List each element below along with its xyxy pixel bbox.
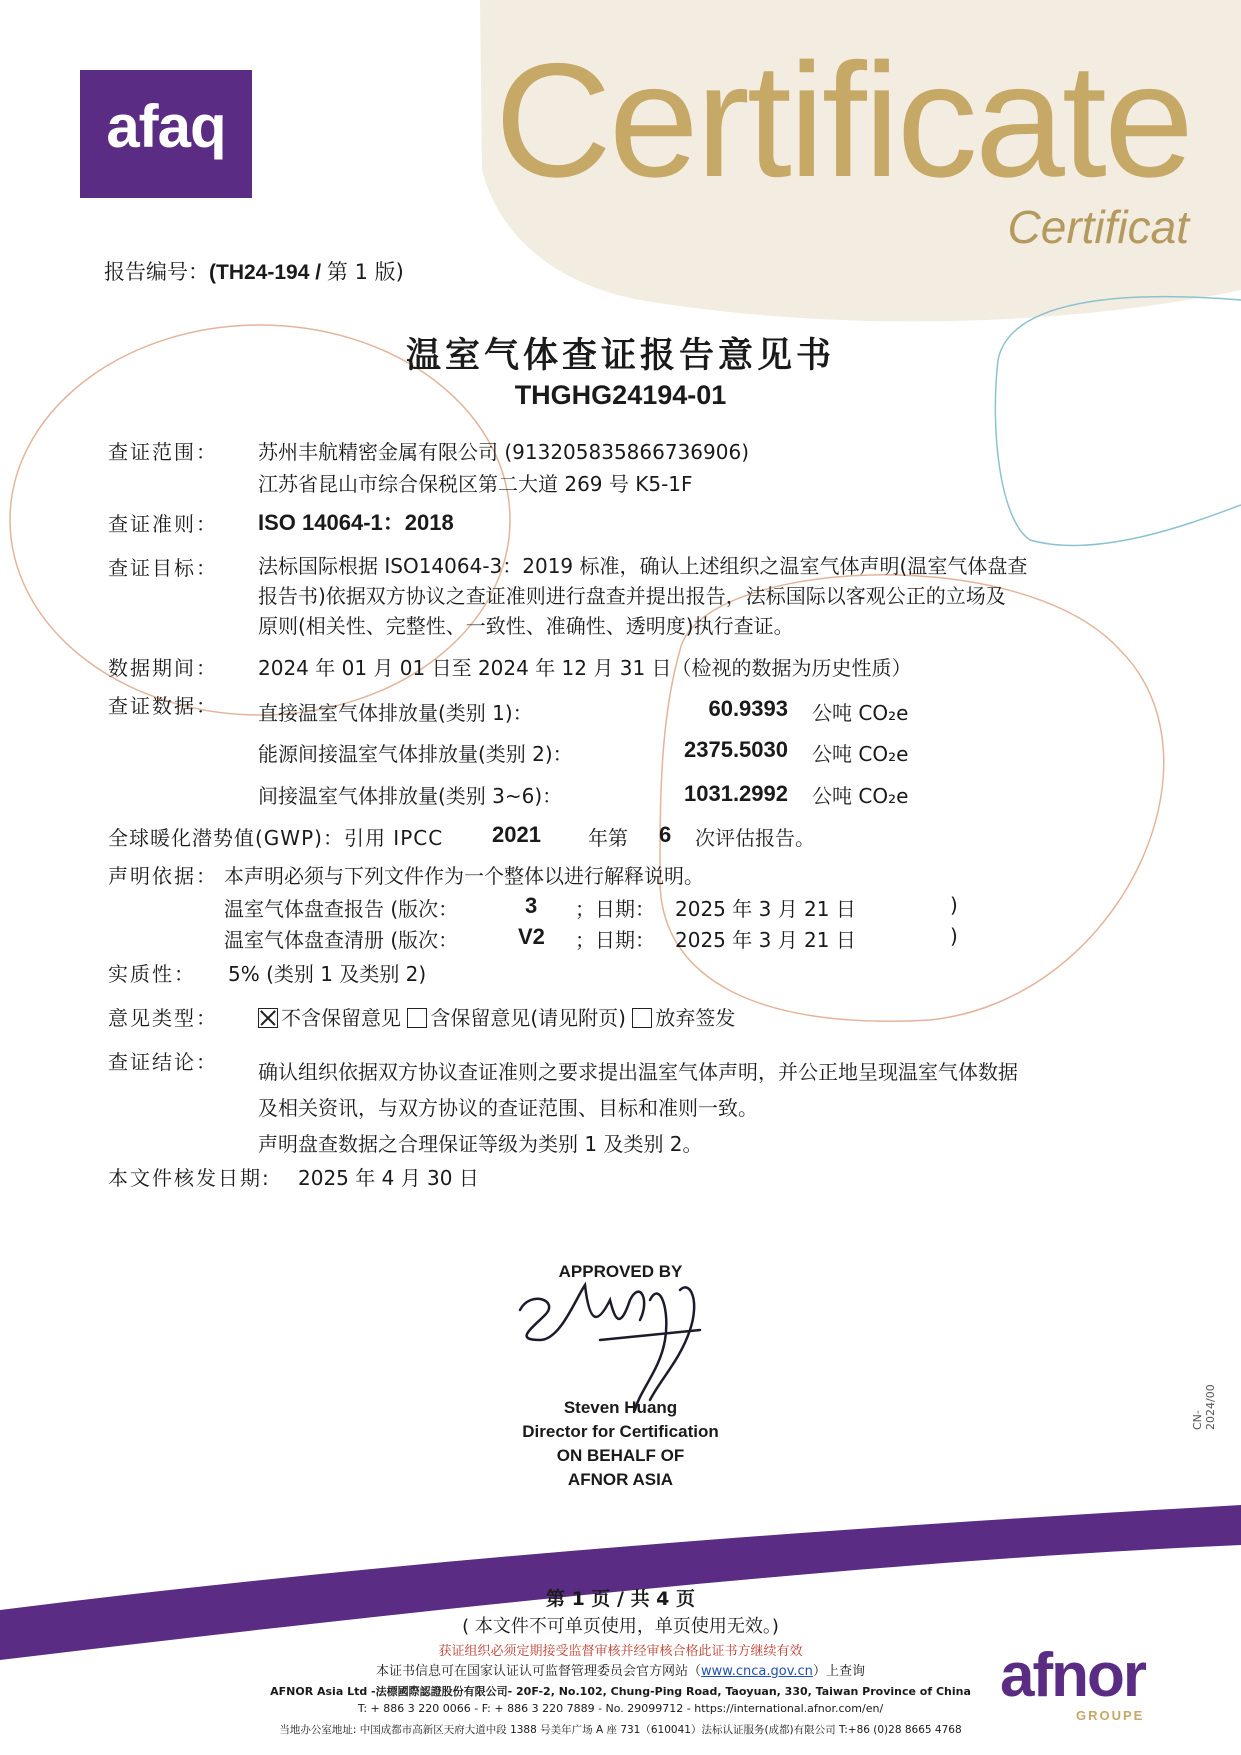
opinion-option-qualified[interactable]: 含保留意见(请见附页) bbox=[407, 1006, 626, 1030]
conclusion-line3: 声明盘查数据之合理保证等级为类别 1 及类别 2。 bbox=[258, 1132, 703, 1156]
data-row-1-value: 60.9393 bbox=[708, 696, 788, 721]
data-row-2-unit: 公吨 CO₂e bbox=[812, 742, 909, 766]
cnca-notice: 本证书信息可在国家认证认可监督管理委员会官方网站（www.cnca.gov.cn）上查询 bbox=[376, 1664, 865, 1679]
statement-text: 本声明必须与下列文件作为一个整体以进行解释说明。 bbox=[224, 864, 704, 888]
objective-label: 查证目标： bbox=[108, 556, 218, 580]
report-number bbox=[104, 256, 404, 286]
afnor-logo: afnor bbox=[1000, 1641, 1145, 1710]
opinion-option-unqualified[interactable]: 不含保留意见 bbox=[258, 1006, 401, 1030]
objective-line1: 法标国际根据 ISO14064-3：2019 标准，确认上述组织之温室气体声明(温室气体盘查 bbox=[258, 554, 1028, 578]
statement-label: 声明依据： bbox=[108, 864, 218, 888]
statement-doc-1-date: 2025 年 3 月 21 日 bbox=[675, 897, 856, 921]
data-row-1-unit: 公吨 CO₂e bbox=[812, 701, 909, 725]
statement-doc-2-date: 2025 年 3 月 21 日 bbox=[675, 928, 856, 952]
gwp-label: 全球暖化潜势值(GWP)：引用 IPCC bbox=[108, 826, 444, 850]
checked-checkbox-icon[interactable] bbox=[258, 1008, 278, 1028]
scope-label: 查证范围： bbox=[108, 440, 218, 464]
afnor-groupe: GROUPE bbox=[1076, 1708, 1145, 1723]
page-number: 第 1 页 / 共 4 页 bbox=[545, 1588, 696, 1610]
gwp-tail: 次评估报告。 bbox=[695, 826, 815, 850]
materiality-label: 实质性： bbox=[108, 962, 196, 986]
data-row-2-name: 能源间接温室气体排放量(类别 2)： bbox=[258, 742, 573, 766]
period-label: 数据期间： bbox=[108, 656, 218, 680]
data-row-1-name: 直接温室气体排放量(类别 1)： bbox=[258, 701, 533, 725]
page-subtitle: THGHG24194-01 bbox=[514, 380, 727, 410]
data-row-2-value: 2375.5030 bbox=[684, 737, 788, 762]
certificate-title-fr: Certificat bbox=[1007, 201, 1189, 253]
address-line-3: 当地办公室地址: 中国成都市高新区天府大道中段 1388 号美年广场 A 座 731（610041）法标认证服务(成都)有限公司 T:+86 (0)28 8665 4768 bbox=[279, 1724, 962, 1736]
criteria-value: ISO 14064-1：2018 bbox=[258, 510, 454, 535]
address-line-2: T: + 886 3 220 0066 - F: + 886 3 220 7889 - No. 29099712 - https://international.afnor.com/en/ bbox=[357, 1702, 884, 1715]
data-label: 查证数据： bbox=[108, 694, 218, 718]
data-row-3-value: 1031.2992 bbox=[684, 781, 788, 806]
statement-doc-1-close: ) bbox=[950, 893, 958, 917]
statement-doc-2-date-label: ；日期： bbox=[575, 928, 655, 952]
issue-date-label: 本文件核发日期: bbox=[108, 1166, 271, 1190]
page-title: 温室气体查证报告意见书 bbox=[405, 335, 835, 376]
page-notice: ( 本文件不可单页使用，单页使用无效。) bbox=[462, 1616, 779, 1637]
gwp-year: 2021 bbox=[492, 822, 541, 847]
opinion-option-waived[interactable]: 放弃签发 bbox=[632, 1006, 735, 1030]
certificate-title: Certificate bbox=[494, 30, 1191, 211]
report-number-value: (TH24-194 / bbox=[209, 261, 327, 284]
approved-by: APPROVED BY bbox=[558, 1262, 683, 1281]
gwp-round: 6 bbox=[659, 822, 672, 847]
report-number-label: 报告编号： bbox=[104, 260, 209, 284]
on-behalf-of: ON BEHALF OF bbox=[556, 1446, 685, 1465]
validity-warning: 获证组织必须定期接受监督审核并经审核合格此证书方继续有效 bbox=[438, 1644, 803, 1659]
statement-doc-1-name: 温室气体盘查报告 (版次： bbox=[224, 897, 459, 921]
scope-line1: 苏州丰航精密金属有限公司 (91320583586673690​6) bbox=[258, 440, 750, 464]
objective-line2: 报告书)依据双方协议之查证准则进行盘查并提出报告，法标国际以客观公正的立场及 bbox=[258, 584, 1006, 608]
approver-org: AFNOR ASIA bbox=[567, 1470, 674, 1489]
materiality-value: 5% (类别 1 及类别 2) bbox=[228, 962, 427, 986]
afaq-logo-text: afaq bbox=[106, 93, 226, 160]
statement-doc-2-close: ) bbox=[950, 924, 958, 948]
conclusion-line1: 确认组织依据双方协议查证准则之要求提出温室气体声明，并公正地呈现温室气体数据 bbox=[258, 1060, 1018, 1084]
conclusion-line2: 及相关资讯，与双方协议的查证范围、目标和准则一致。 bbox=[258, 1096, 758, 1120]
approver-position: Director for Certification bbox=[522, 1422, 719, 1441]
approver-name: Steven Huang bbox=[563, 1398, 678, 1417]
data-row-3-unit: 公吨 CO₂e bbox=[812, 784, 909, 808]
cnca-link[interactable]: www.cnca.gov.cn bbox=[701, 1664, 813, 1679]
scope-line2: 江苏省昆山市综合保税区第二大道 269 号 K5-1F bbox=[258, 472, 693, 496]
objective-line3: 原则(相关性、完整性、一致性、准确性、透明度)执行查证。 bbox=[258, 614, 794, 638]
statement-doc-1-date-label: ；日期： bbox=[575, 897, 655, 921]
checkbox-icon[interactable] bbox=[407, 1008, 427, 1028]
statement-doc-2-version: V2 bbox=[518, 924, 545, 949]
period-value: 2024 年 01 月 01 日至 2024 年 12 月 31 日（检视的数据为历史性质） bbox=[258, 656, 912, 680]
signature-scribble bbox=[520, 1285, 700, 1410]
issue-date-value: 2025 年 4 月 30 日 bbox=[298, 1166, 479, 1190]
criteria-label: 查证准则： bbox=[108, 512, 218, 536]
afaq-logo bbox=[80, 70, 252, 198]
data-row-3-name: 间接温室气体排放量(类别 3~6)： bbox=[258, 784, 563, 808]
statement-doc-2-name: 温室气体盘查清册 (版次： bbox=[224, 928, 459, 952]
report-edition: 第 1 版) bbox=[326, 260, 404, 284]
opinion-options bbox=[258, 1002, 735, 1031]
statement-doc-1-version: 3 bbox=[525, 893, 538, 918]
side-code: CN-2024/00 bbox=[1191, 1384, 1217, 1430]
conclusion-label: 查证结论： bbox=[108, 1050, 218, 1074]
address-line-1: AFNOR Asia Ltd -法標國際認證股份有限公司- 20F-2, No.102, Chung-Ping Road, Taoyuan, 330, Taiwan Province of China bbox=[270, 1685, 971, 1698]
opinion-label: 意见类型： bbox=[108, 1006, 218, 1030]
gwp-mid: 年第 bbox=[588, 826, 628, 850]
checkbox-icon[interactable] bbox=[632, 1008, 652, 1028]
